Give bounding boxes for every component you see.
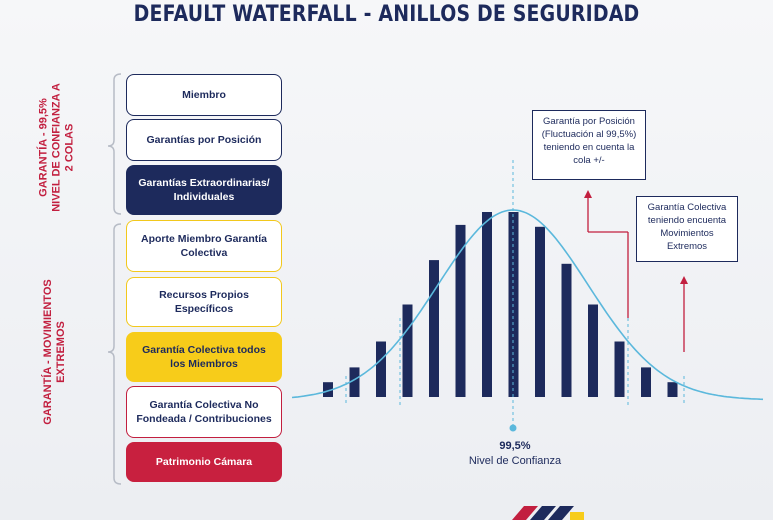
logo-gold [570,512,584,520]
confidence-label: Nivel de Confianza [468,455,562,467]
box-garantias-posicion: Garantías por Posición [126,119,282,161]
box-patrimonio-camara: Patrimonio Cámara [126,442,282,482]
callout-garantia-posicion: Garantía por Posición (Fluctuación al 99,5%) teniendo en cuenta la cola +/- [532,110,646,180]
box-miembro: Miembro [126,74,282,116]
box-garantias-extraordinarias: Garantías Extraordinarias/ Individuales [126,165,282,215]
box-aporte-miembro: Aporte Miembro Garantía Colectiva [126,220,282,272]
side-label-confidence-line-1: GARANTÍA - 99,5% [37,98,50,197]
callout-garantia-colectiva: Garantía Colectiva teniendo encuenta Movimientos Extremos [636,196,738,262]
page-title: DEFAULT WATERFALL - ANILLOS DE SEGURIDAD [133,2,640,27]
side-label-extreme-line-2: EXTREMOS [55,321,67,383]
box-recursos-propios: Recursos Propios Específicos [126,277,282,327]
side-label-extreme-line-1: GARANTÍA - MOVIMIENTOS [42,279,54,425]
confidence-value: 99,5% [499,440,531,452]
box-garantia-colectiva-todos: Garantía Colectiva todos los Miembros [126,332,282,382]
side-label-confidence-line-2: NIVEL DE CONFIANZA A [50,83,63,212]
box-garantia-no-fondeada: Garantía Colectiva No Fondeada / Contribuciones [126,386,282,438]
side-label-confidence-line-3: 2 COLAS [63,123,76,172]
